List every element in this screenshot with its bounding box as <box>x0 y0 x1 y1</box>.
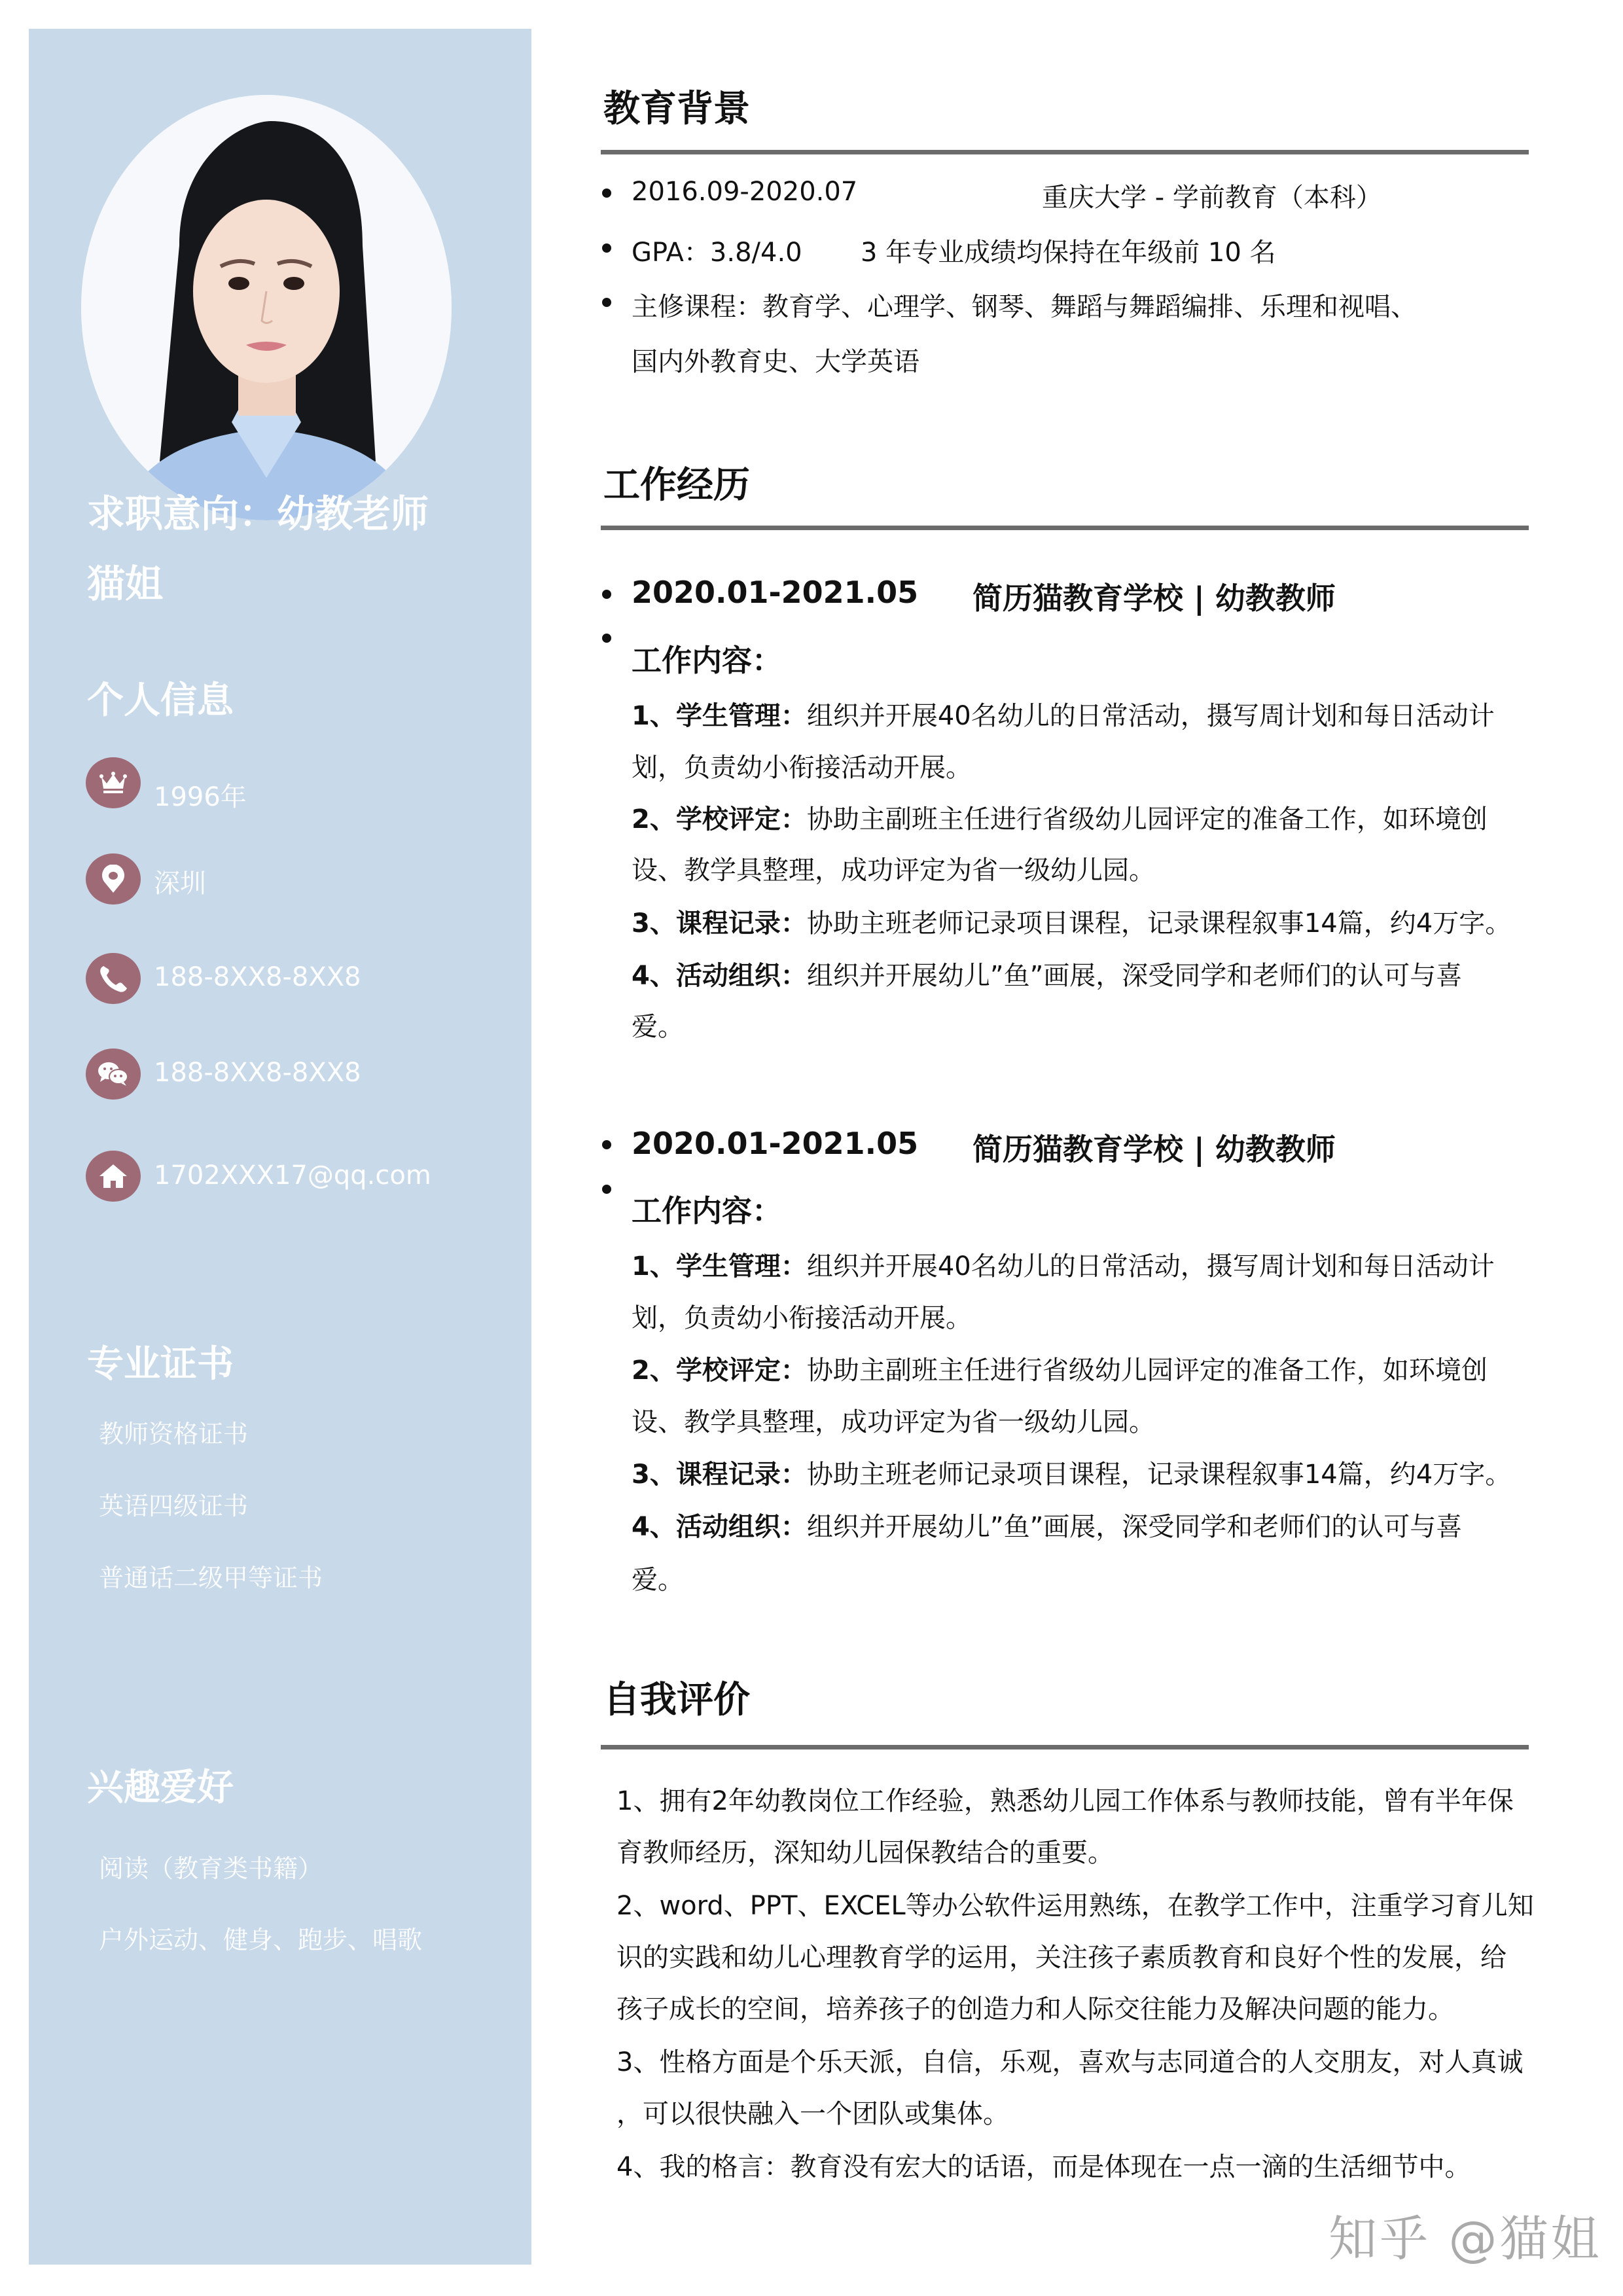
candidate-name: 猫姐 <box>87 562 164 606</box>
self-eval-line: ，可以很快融入一个团队或集体。 <box>616 2099 1009 2129</box>
job-duty-cont: 划，负责幼小衔接活动开展。 <box>632 753 972 783</box>
education-school: 重庆大学 - 学前教育（本科） <box>1042 183 1382 213</box>
bullet-icon <box>602 243 611 253</box>
wechat-id[interactable]: 188-8XX8-8XX8 <box>154 1058 361 1088</box>
self-eval-line: 育教师经历，深知幼儿园保教结合的重要。 <box>616 1838 1114 1868</box>
education-courses-cont: 国内外教育史、大学英语 <box>632 347 919 377</box>
job-duty: 4、活动组织：组织并开展幼儿”鱼”画展，深受同学和老师们的认可与喜 <box>632 961 1463 991</box>
portrait-illustration <box>81 95 452 520</box>
hobby-item: 户外运动、健身、跑步、唱歌 <box>99 1926 423 1954</box>
section-divider <box>601 526 1529 530</box>
home-icon <box>86 1151 141 1202</box>
bullet-icon <box>602 590 611 599</box>
birth-year: 1996年 <box>154 782 247 812</box>
job-duty: 1、学生管理：组织并开展40名幼儿的日常活动，摄写周计划和每日活动计 <box>632 1251 1495 1282</box>
job-duty: 2、学校评定：协助主副班主任进行省级幼儿园评定的准备工作，如环境创 <box>632 804 1488 834</box>
section-divider <box>601 1745 1529 1749</box>
location: 深圳 <box>154 869 206 899</box>
job-org-role: 简历猫教育学校 | 幼教教师 <box>972 581 1336 616</box>
job-duty-cont: 爱。 <box>632 1012 684 1042</box>
self-eval-heading: 自我评价 <box>603 1679 750 1721</box>
job-period: 2020.01-2021.05 <box>632 575 919 610</box>
certificate-item: 教师资格证书 <box>99 1420 249 1448</box>
crown-icon <box>86 757 141 808</box>
bullet-icon <box>602 1185 611 1194</box>
watermark: 知乎 @猫姐 <box>1329 2211 1602 2267</box>
job-duty: 3、课程记录：协助主班老师记录项目课程，记录课程叙事14篇，约4万字。 <box>632 1460 1512 1490</box>
email-address[interactable]: 1702XXX17@qq.com <box>154 1160 431 1191</box>
education-courses: 主修课程：教育学、心理学、钢琴、舞蹈与舞蹈编排、乐理和视唱、 <box>632 292 1417 322</box>
certificates-heading: 专业证书 <box>87 1343 234 1386</box>
self-eval-line: 2、word、PPT、EXCEL等办公软件运用熟练，在教学工作中，注重学习育儿知 <box>616 1891 1534 1921</box>
work-heading: 工作经历 <box>603 464 750 507</box>
job-duty-cont: 划，负责幼小衔接活动开展。 <box>632 1303 972 1333</box>
certificate-item: 普通话二级甲等证书 <box>99 1564 323 1592</box>
self-eval-line: 3、性格方面是个乐天派，自信，乐观，喜欢与志同道合的人交朋友，对人真诚 <box>616 2047 1524 2077</box>
hobby-item: 阅读（教育类书籍） <box>99 1854 323 1883</box>
certificate-item: 英语四级证书 <box>99 1492 249 1520</box>
job-duty-cont: 设、教学具整理，成功评定为省一级幼儿园。 <box>632 1407 1155 1437</box>
education-gpa: GPA：3.8/4.0 <box>632 238 802 268</box>
job-content-label: 工作内容： <box>632 643 782 678</box>
self-eval-line: 4、我的格言：教育没有宏大的话语，而是体现在一点一滴的生活细节中。 <box>616 2152 1471 2182</box>
section-divider <box>601 150 1529 154</box>
bullet-icon <box>602 634 611 643</box>
wechat-icon <box>86 1049 141 1100</box>
hobbies-heading: 兴趣爱好 <box>87 1767 234 1809</box>
phone-icon <box>86 953 141 1004</box>
education-heading: 教育背景 <box>603 88 750 130</box>
location-pin-icon <box>86 853 141 905</box>
bullet-icon <box>602 188 611 198</box>
job-org-role: 简历猫教育学校 | 幼教教师 <box>972 1132 1336 1167</box>
job-duty: 1、学生管理：组织并开展40名幼儿的日常活动，摄写周计划和每日活动计 <box>632 701 1495 731</box>
bullet-icon <box>602 1140 611 1149</box>
job-duty-cont: 爱。 <box>632 1565 684 1595</box>
self-eval-line: 孩子成长的空间，培养孩子的创造力和人际交往能力及解决问题的能力。 <box>616 1994 1454 2024</box>
education-period: 2016.09-2020.07 <box>632 177 858 207</box>
job-duty-cont: 设、教学具整理，成功评定为省一级幼儿园。 <box>632 855 1155 886</box>
job-duty: 3、课程记录：协助主班老师记录项目课程，记录课程叙事14篇，约4万字。 <box>632 908 1512 939</box>
profile-photo <box>81 95 452 520</box>
job-period: 2020.01-2021.05 <box>632 1126 919 1161</box>
phone-number[interactable]: 188-8XX8-8XX8 <box>154 962 361 992</box>
job-duty: 4、活动组织：组织并开展幼儿”鱼”画展，深受同学和老师们的认可与喜 <box>632 1512 1463 1542</box>
job-duty: 2、学校评定：协助主副班主任进行省级幼儿园评定的准备工作，如环境创 <box>632 1355 1488 1386</box>
bullet-icon <box>602 298 611 307</box>
job-objective: 求职意向：幼教老师 <box>87 492 429 536</box>
self-eval-line: 识的实践和幼儿心理教育学的运用，关注孩子素质教育和良好个性的发展，给 <box>616 1943 1507 1973</box>
job-content-label: 工作内容： <box>632 1193 782 1229</box>
self-eval-line: 1、拥有2年幼教岗位工作经验，熟悉幼儿园工作体系与教师技能，曾有半年保 <box>616 1786 1514 1816</box>
personal-info-heading: 个人信息 <box>87 679 234 722</box>
education-rank: 3 年专业成绩均保持在年级前 10 名 <box>861 238 1276 268</box>
